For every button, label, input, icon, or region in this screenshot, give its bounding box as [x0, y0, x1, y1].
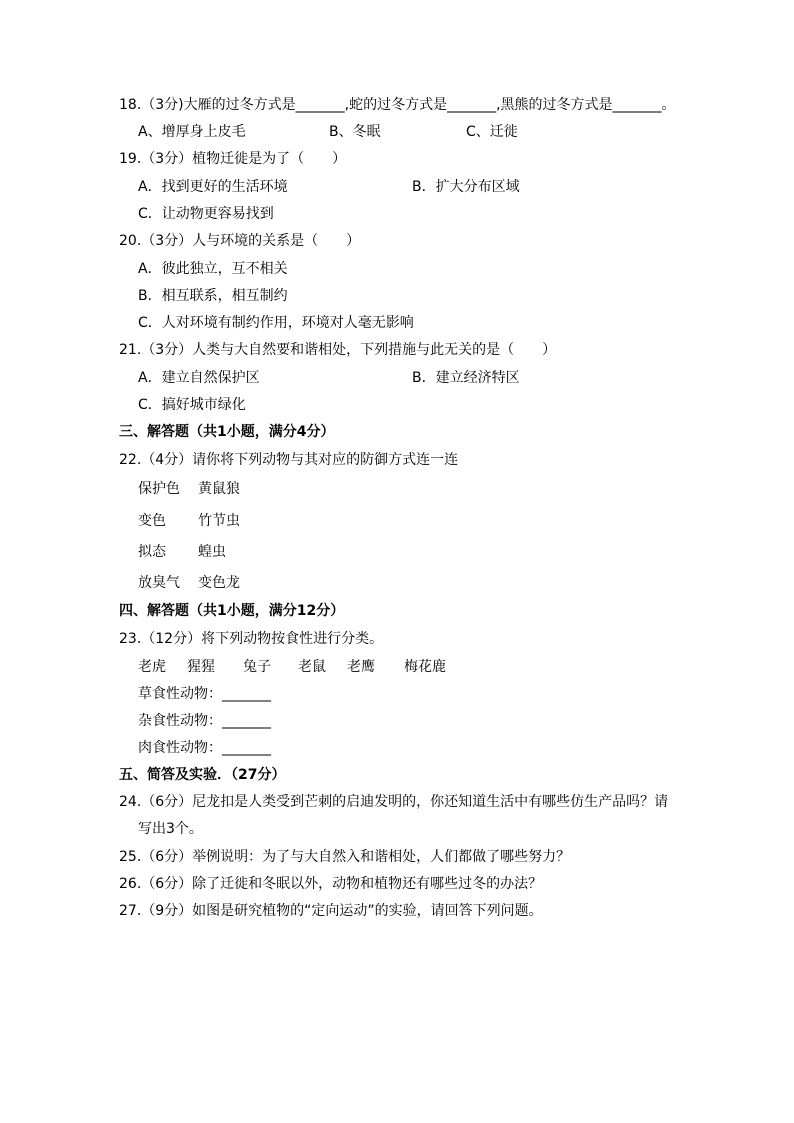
q20-option-c: C．人对环境有制约作用，环境对人毫无影响 [138, 315, 414, 331]
q25-stem: 25.（6分）举例说明：为了与大自然入和谐相处，人们都做了哪些努力？ [119, 849, 571, 865]
q22-pair-1-left: 保护色 [138, 481, 180, 497]
q18-option-c: C、迁徙 [466, 124, 518, 140]
q19-option-c: C．让动物更容易找到 [138, 206, 274, 222]
q22-pair-1-right: 黄鼠狼 [198, 481, 240, 497]
section-4-title: 四、解答题（共1小题，满分12分） [119, 603, 345, 619]
q23-animal: 老鼠 [298, 659, 326, 675]
q23-animal: 老鹰 [347, 659, 375, 675]
q23-animal: 兔子 [243, 659, 271, 675]
q22-pair-4-left: 放臭气 [138, 575, 180, 591]
q23-stem: 23.（12分）将下列动物按食性进行分类。 [119, 631, 384, 647]
q23-herbivore-blank: 草食性动物：_______ [138, 686, 271, 702]
q26-stem: 26.（6分）除了迁徙和冬眠以外，动物和植物还有哪些过冬的办法？ [119, 876, 543, 892]
q21-stem: 21.（3分）人类与大自然要和谐相处，下列措施与此无关的是（ ） [119, 342, 557, 358]
q20-option-a: A．彼此独立，互不相关 [138, 261, 288, 277]
q23-animal: 猩猩 [187, 659, 215, 675]
q23-omnivore-blank: 杂食性动物：_______ [138, 713, 271, 729]
q18-option-a: A、增厚身上皮毛 [138, 124, 246, 140]
q18-stem: 18.（3分)大雁的过冬方式是_______,蛇的过冬方式是_______,黑熊的过冬方式是_______。 [119, 97, 676, 113]
section-5-title: 五、简答及实验．（27分） [119, 767, 286, 783]
q23-animal: 梅花鹿 [404, 659, 446, 675]
q21-option-a: A．建立自然保护区 [138, 370, 260, 386]
q20-option-b: B．相互联系，相互制约 [138, 288, 288, 304]
q23-animal: 老虎 [138, 659, 166, 675]
section-3-title: 三、解答题（共1小题，满分4分） [119, 424, 335, 440]
q24-stem-line-2: 写出3个。 [138, 821, 203, 837]
q18-option-b: B、冬眠 [329, 124, 381, 140]
q27-stem: 27.（9分）如图是研究植物的“定向运动”的实验，请回答下列问题。 [119, 903, 543, 919]
q19-stem: 19.（3分）植物迁徙是为了（ ） [119, 151, 347, 167]
q21-option-c: C．搞好城市绿化 [138, 397, 246, 413]
q22-pair-3-right: 蝗虫 [198, 544, 226, 560]
q23-carnivore-blank: 肉食性动物：_______ [138, 740, 271, 756]
q22-stem: 22.（4分）请你将下列动物与其对应的防御方式连一连 [119, 452, 459, 468]
q21-option-b: B．建立经济特区 [412, 370, 520, 386]
q24-stem-line-1: 24.（6分）尼龙扣是人类受到芒刺的启迪发明的，你还知道生活中有哪些仿生产品吗？请 [119, 794, 669, 810]
q19-option-a: A．找到更好的生活环境 [138, 179, 288, 195]
q22-pair-3-left: 拟态 [138, 544, 166, 560]
q22-pair-2-left: 变色 [138, 513, 166, 529]
q20-stem: 20.（3分）人与环境的关系是（ ） [119, 233, 361, 249]
q22-pair-2-right: 竹节虫 [198, 513, 240, 529]
q19-option-b: B．扩大分布区域 [412, 179, 520, 195]
q22-pair-4-right: 变色龙 [198, 575, 240, 591]
